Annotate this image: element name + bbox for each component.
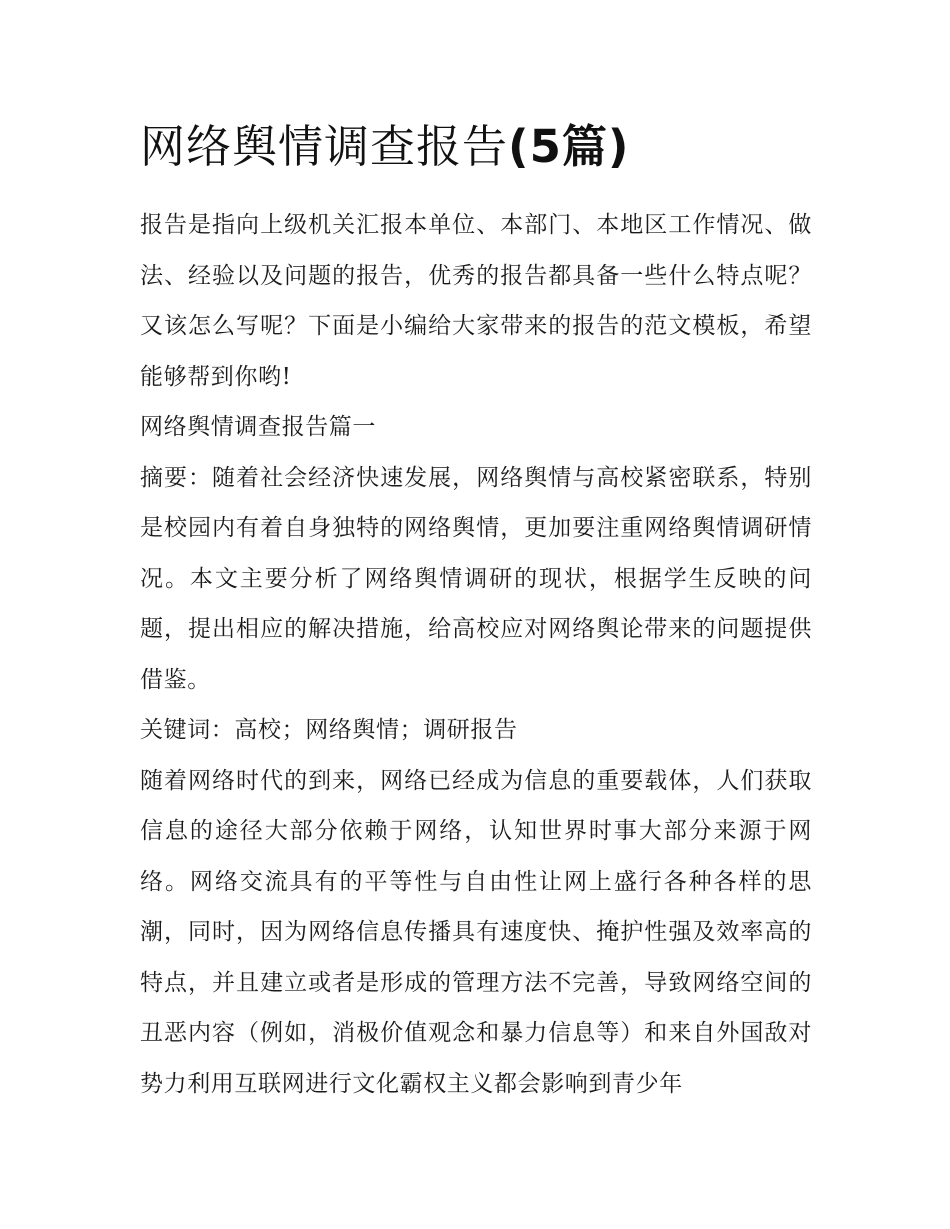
- document-title-suffix: (5篇): [508, 120, 630, 173]
- intro-paragraph: 报告是指向上级机关汇报本单位、本部门、本地区工作情况、做法、经验以及问题的报告，优秀的报告都具备一些什么特点呢？又该怎么写呢？下面是小编给大家带来的报告的范文模板，希望能够帮到你哟!: [140, 212, 812, 390]
- keywords-paragraph: 关键词：高校；网络舆情；调研报告: [140, 717, 518, 743]
- abstract-paragraph: 摘要：随着社会经济快速发展，网络舆情与高校紧密联系，特别是校园内有着自身独特的网络舆情，更加要注重网络舆情调研情况。本文主要分析了网络舆情调研的现状，根据学生反映的问题，提出相应的解决措施，给高校应对网络舆论带来的问题提供借鉴。: [140, 464, 812, 693]
- document-title: [140, 116, 820, 178]
- section-heading: 网络舆情调查报告篇一: [140, 414, 376, 440]
- document-title-main: 网络舆情调查报告: [140, 120, 509, 173]
- body-paragraph: 随着网络时代的到来，网络已经成为信息的重要载体，人们获取信息的途径大部分依赖于网络，认知世界时事大部分来源于网络。网络交流具有的平等性与自由性让网上盛行各种各样的思潮，同时，因为网络信息传播具有速度快、掩护性强及效率高的特点，并且建立或者是形成的管理方法不完善，导致网络空间的丑恶内容（例如，消极价值观念和暴力信息等）和来自外国敌对势力利用互联网进行文化霸权主义都会影响到青少年: [140, 767, 812, 1097]
- document-body: [140, 200, 812, 1109]
